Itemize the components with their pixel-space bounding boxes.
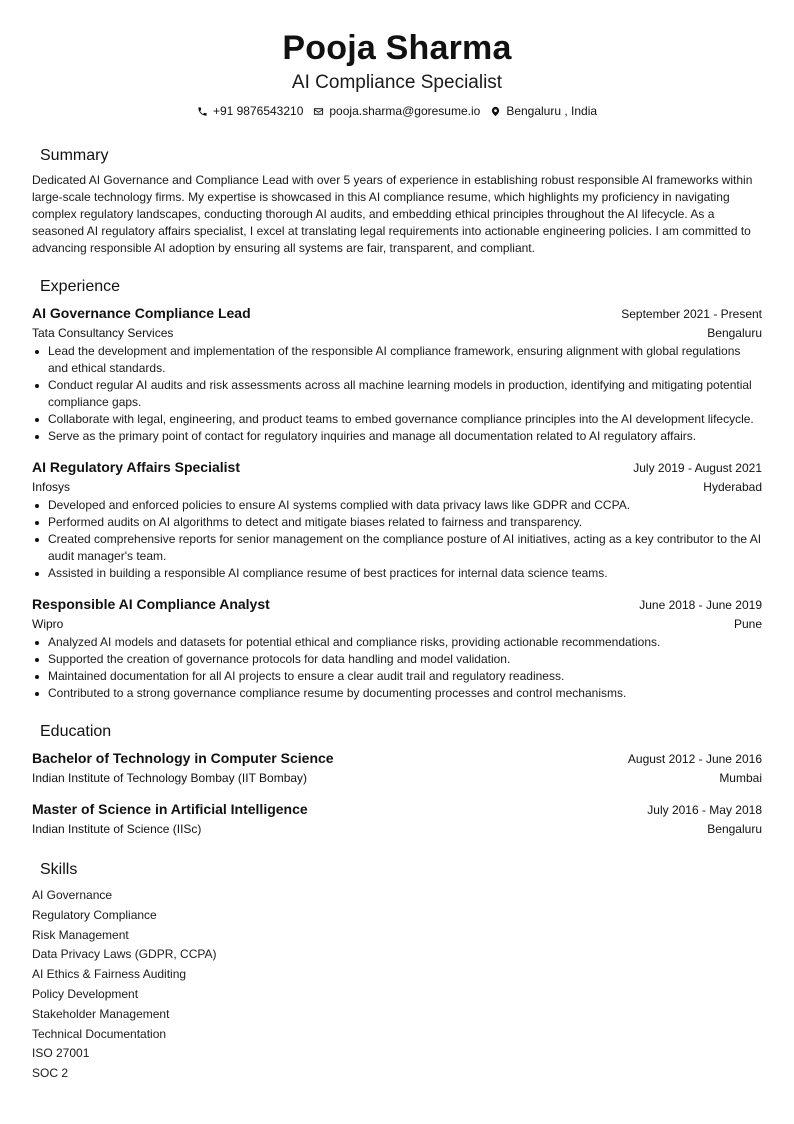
job-entry [32, 303, 762, 445]
school-name: Indian Institute of Technology Bombay (IIT Bombay) [32, 771, 308, 785]
skill-item: Data Privacy Laws (GDPR, CCPA) [32, 947, 217, 962]
skill-item: ISO 27001 [32, 1046, 90, 1061]
job-title: AI Regulatory Affairs Specialist [32, 459, 240, 475]
skill-item: Stakeholder Management [32, 1006, 170, 1021]
job-entry [32, 594, 762, 702]
education-entry [32, 799, 762, 838]
candidate-title: AI Compliance Specialist [291, 72, 503, 93]
job-date: July 2019 - August 2021 [633, 461, 762, 475]
job-date: June 2018 - June 2019 [639, 598, 762, 612]
list-item: Lead the development and implementation of the responsible AI compliance framework, ensuring alignment with global regulations and ethical standards. [32, 343, 762, 377]
education-date: July 2016 - May 2018 [647, 803, 762, 817]
school-location: Mumbai [719, 771, 762, 785]
list-item: Performed audits on AI algorithms to detect and mitigate biases related to fairness and transparency. [32, 514, 762, 531]
location-text: Bengaluru , India [506, 104, 598, 118]
list-item: Assisted in building a responsible AI compliance resume of best practices for internal data science teams. [32, 565, 762, 582]
degree-title: Master of Science in Artificial Intelligence [32, 801, 308, 817]
contact-email[interactable] [313, 102, 480, 120]
job-company: Infosys [32, 480, 71, 494]
school-name: Indian Institute of Science (IISc) [32, 822, 202, 836]
degree-title: Bachelor of Technology in Computer Science [32, 750, 334, 766]
skills-heading: Skills [40, 861, 78, 878]
summary-heading: Summary [40, 147, 109, 164]
job-entry [32, 457, 762, 582]
skill-item: Policy Development [32, 986, 139, 1001]
job-location: Bengaluru [707, 326, 762, 340]
job-title: Responsible AI Compliance Analyst [32, 596, 270, 612]
list-item: Analyzed AI models and datasets for potential ethical and compliance risks, providing actionable recommendations. [32, 634, 762, 651]
contact-phone[interactable] [197, 102, 303, 120]
skill-item: Risk Management [32, 927, 129, 942]
school-location: Bengaluru [707, 822, 762, 836]
job-location: Pune [733, 617, 762, 631]
list-item: Created comprehensive reports for senior management on the compliance posture of AI initiatives, acting as a key contributor to the AI audit manager's team. [32, 531, 762, 565]
phone-icon [197, 106, 208, 117]
skill-item: AI Governance [32, 888, 113, 902]
job-date: September 2021 - Present [621, 307, 762, 321]
job-company: Tata Consultancy Services [32, 326, 174, 340]
candidate-name: Pooja Sharma [282, 29, 512, 67]
list-item: Supported the creation of governance protocols for data handling and model validation. [32, 651, 762, 668]
skill-item: Regulatory Compliance [32, 907, 157, 922]
job-company: Wipro [32, 617, 64, 631]
experience-heading: Experience [40, 278, 121, 295]
list-item: Maintained documentation for all AI projects to ensure a clear audit trail and regulatory readiness. [32, 668, 762, 685]
job-bullets [32, 343, 762, 445]
education-heading: Education [40, 723, 112, 740]
skills-list [32, 886, 762, 1084]
job-bullets [32, 497, 762, 582]
skill-item: Technical Documentation [32, 1026, 167, 1041]
contact-location [490, 102, 597, 120]
resume-page [32, 28, 762, 1084]
resume-header [32, 28, 762, 120]
contact-row [32, 102, 762, 120]
job-title: AI Governance Compliance Lead [32, 305, 251, 321]
map-pin-icon [490, 106, 501, 117]
list-item: Conduct regular AI audits and risk assessments across all machine learning models in production, identifying and mitigating potential compliance gaps. [32, 377, 762, 411]
job-bullets [32, 634, 762, 702]
list-item: Collaborate with legal, engineering, and product teams to embed governance compliance principles into the AI development lifecycle. [32, 411, 762, 428]
list-item: Contributed to a strong governance compliance resume by documenting processes and control mechanisms. [32, 685, 762, 702]
phone-text: +91 9876543210 [212, 104, 304, 118]
email-text: pooja.sharma@goresume.io [329, 104, 481, 118]
education-date: August 2012 - June 2016 [627, 752, 762, 766]
job-location: Hyderabad [703, 480, 762, 494]
education-entry [32, 748, 762, 787]
list-item: Serve as the primary point of contact for regulatory inquiries and manage all documentation related to AI regulatory affairs. [32, 428, 762, 445]
list-item: Developed and enforced policies to ensure AI systems complied with data privacy laws like GDPR and CCPA. [32, 497, 762, 514]
skill-item: SOC 2 [32, 1066, 69, 1081]
skill-item: AI Ethics & Fairness Auditing [32, 967, 187, 982]
envelope-icon [313, 106, 324, 117]
summary-text: Dedicated AI Governance and Compliance Lead with over 5 years of experience in establishing robust responsible AI frameworks within large-scale technology firms. My expertise is showcased in this AI compliance resume, which highlights my proficiency in navigating complex regulatory landscapes, conducting thorough AI audits, and embedding ethical principles throughout the AI lifecycle. As a seasoned AI regulatory affairs specialist, I excel at translating legal requirements into actionable engineering policies. I am committed to advancing responsible AI adoption by ensuring all systems are fair, transparent, and compliant. [32, 173, 753, 255]
